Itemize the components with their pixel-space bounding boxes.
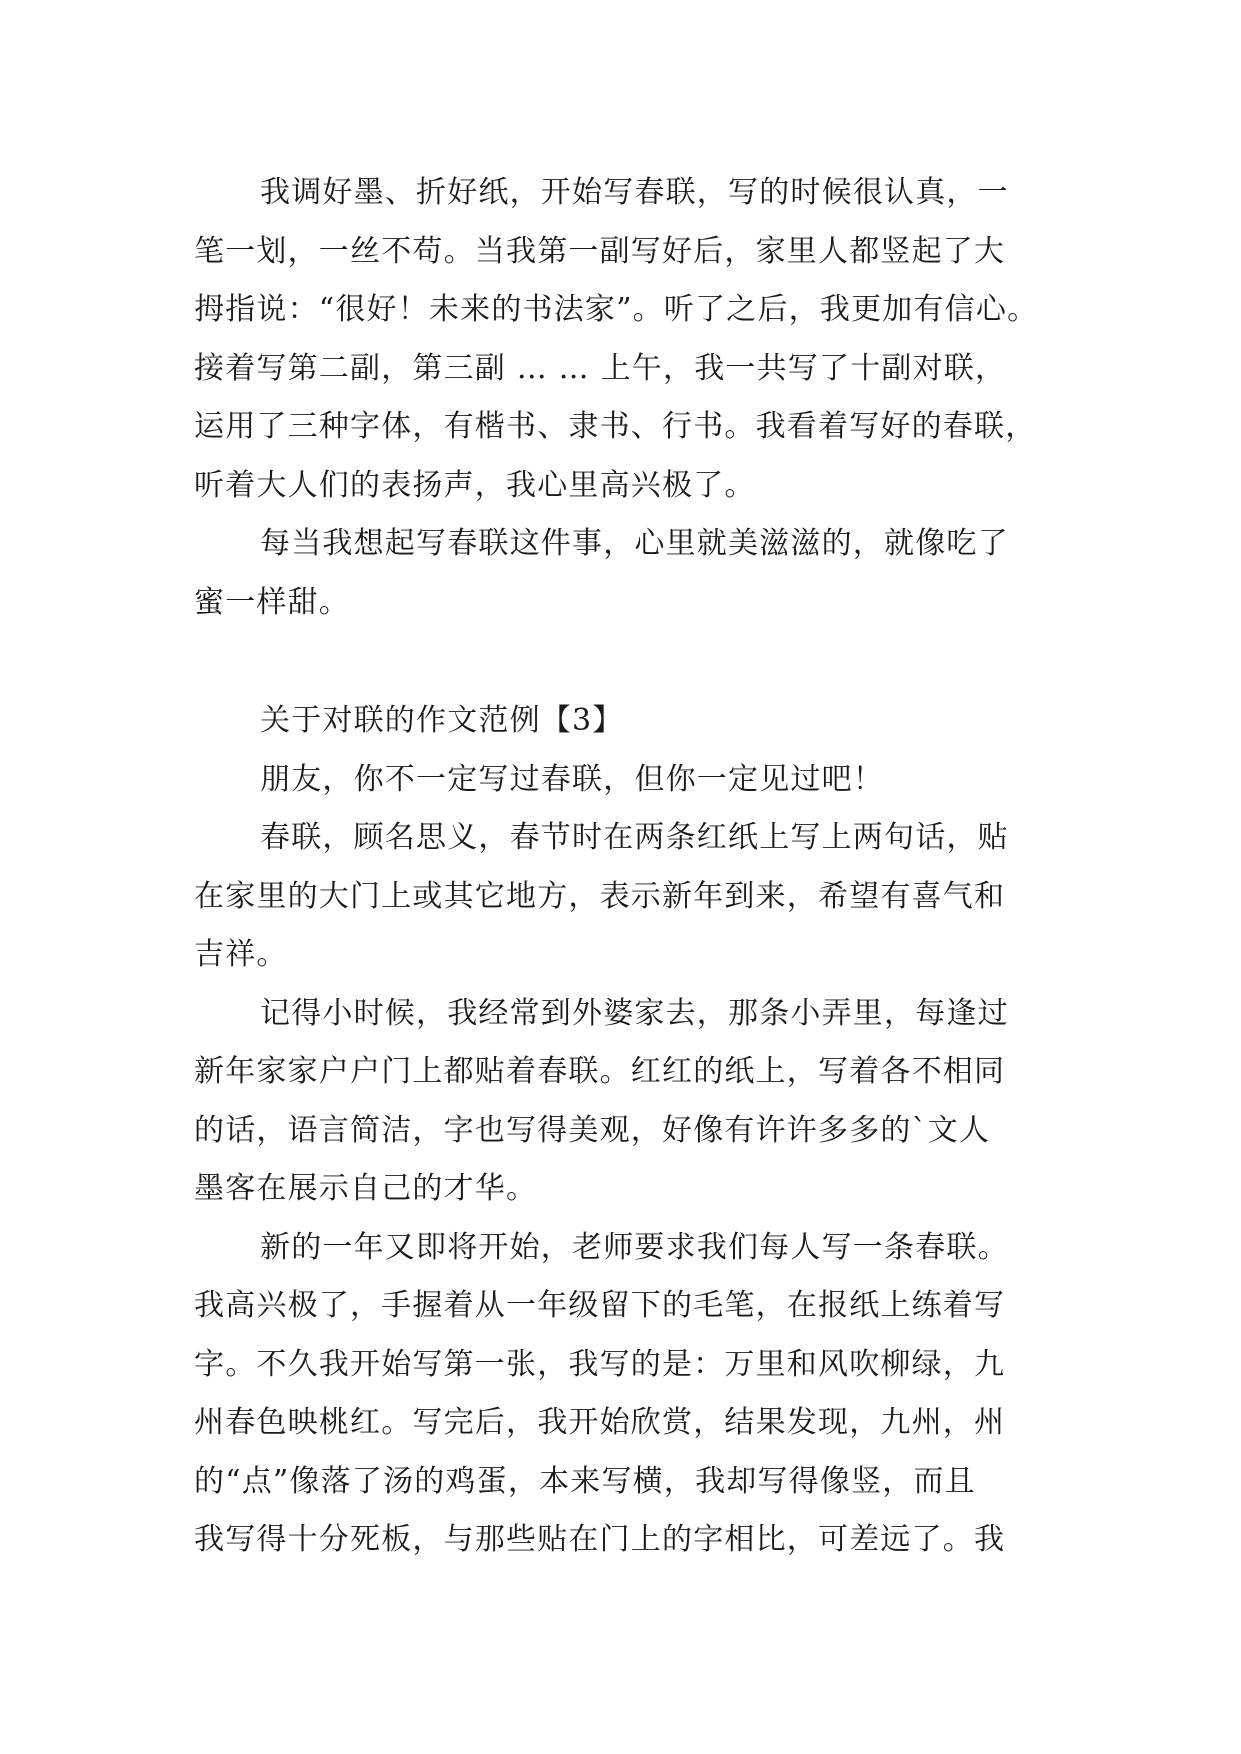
paragraph xyxy=(194,515,1054,632)
text-line: 的话，语言简洁，字也写得美观，好像有许许多多的`文人 xyxy=(194,1112,991,1148)
paragraph xyxy=(194,1219,1054,1570)
text-line: 蜜一样甜。 xyxy=(194,584,350,620)
text-line: 听着大人们的表扬声，我心里高兴极了。 xyxy=(194,467,756,503)
paragraph xyxy=(194,751,1054,810)
paragraph xyxy=(194,164,1054,515)
text-line: 的“点”像落了汤的鸡蛋，本来写横，我却写得像竖，而且 xyxy=(194,1463,976,1499)
text-line: 接着写第二副，第三副 … … 上午，我一共写了十副对联， xyxy=(194,350,1007,386)
text-line: 我写得十分死板，与那些贴在门上的字相比，可差远了。我 xyxy=(194,1522,1006,1557)
text-line: 新年家家户户门上都贴着春联。红红的纸上，写着各不相同 xyxy=(194,1054,1006,1089)
section-title: 关于对联的作文范例【3】 xyxy=(260,703,624,738)
text-line: 运用了三种字体，有楷书、隶书、行书。我看着写好的春联， xyxy=(194,409,1037,444)
paragraph-gap xyxy=(194,632,1054,692)
text-line: 我调好墨、折好纸，开始写春联，写的时候很认真，一 xyxy=(260,175,1009,210)
text-line: 记得小时候，我经常到外婆家去，那条小弄里，每逢过 xyxy=(260,995,1009,1031)
document-page xyxy=(194,164,1054,1570)
text-line: 新的一年又即将开始，老师要求我们每人写一条春联。 xyxy=(260,1229,1009,1265)
paragraph xyxy=(194,985,1054,1219)
text-line: 笔一划，一丝不苟。当我第一副写好后，家里人都竖起了大 xyxy=(194,233,1006,269)
text-line: 吉祥。 xyxy=(194,937,288,972)
text-line: 在家里的大门上或其它地方，表示新年到来，希望有喜气和 xyxy=(194,878,1006,914)
text-line: 墨客在展示自己的才华。 xyxy=(194,1171,538,1206)
text-line: 字。不久我开始写第一张，我写的是：万里和风吹柳绿，九 xyxy=(194,1346,1006,1382)
text-line: 州春色映桃红。写完后，我开始欣赏，结果发现，九州，州 xyxy=(194,1405,1006,1440)
text-line: 我高兴极了，手握着从一年级留下的毛笔，在报纸上练着写 xyxy=(194,1288,1006,1323)
paragraph xyxy=(194,809,1054,985)
text-line: 每当我想起写春联这件事，心里就美滋滋的，就像吃了 xyxy=(260,526,1009,561)
text-line: 春联，顾名思义，春节时在两条红纸上写上两句话，贴 xyxy=(260,820,1009,855)
text-line: 朋友，你不一定写过春联，但你一定见过吧！ xyxy=(260,761,884,797)
text-line: 拇指说：“很好！未来的书法家”。听了之后，我更加有信心。 xyxy=(194,292,1039,327)
